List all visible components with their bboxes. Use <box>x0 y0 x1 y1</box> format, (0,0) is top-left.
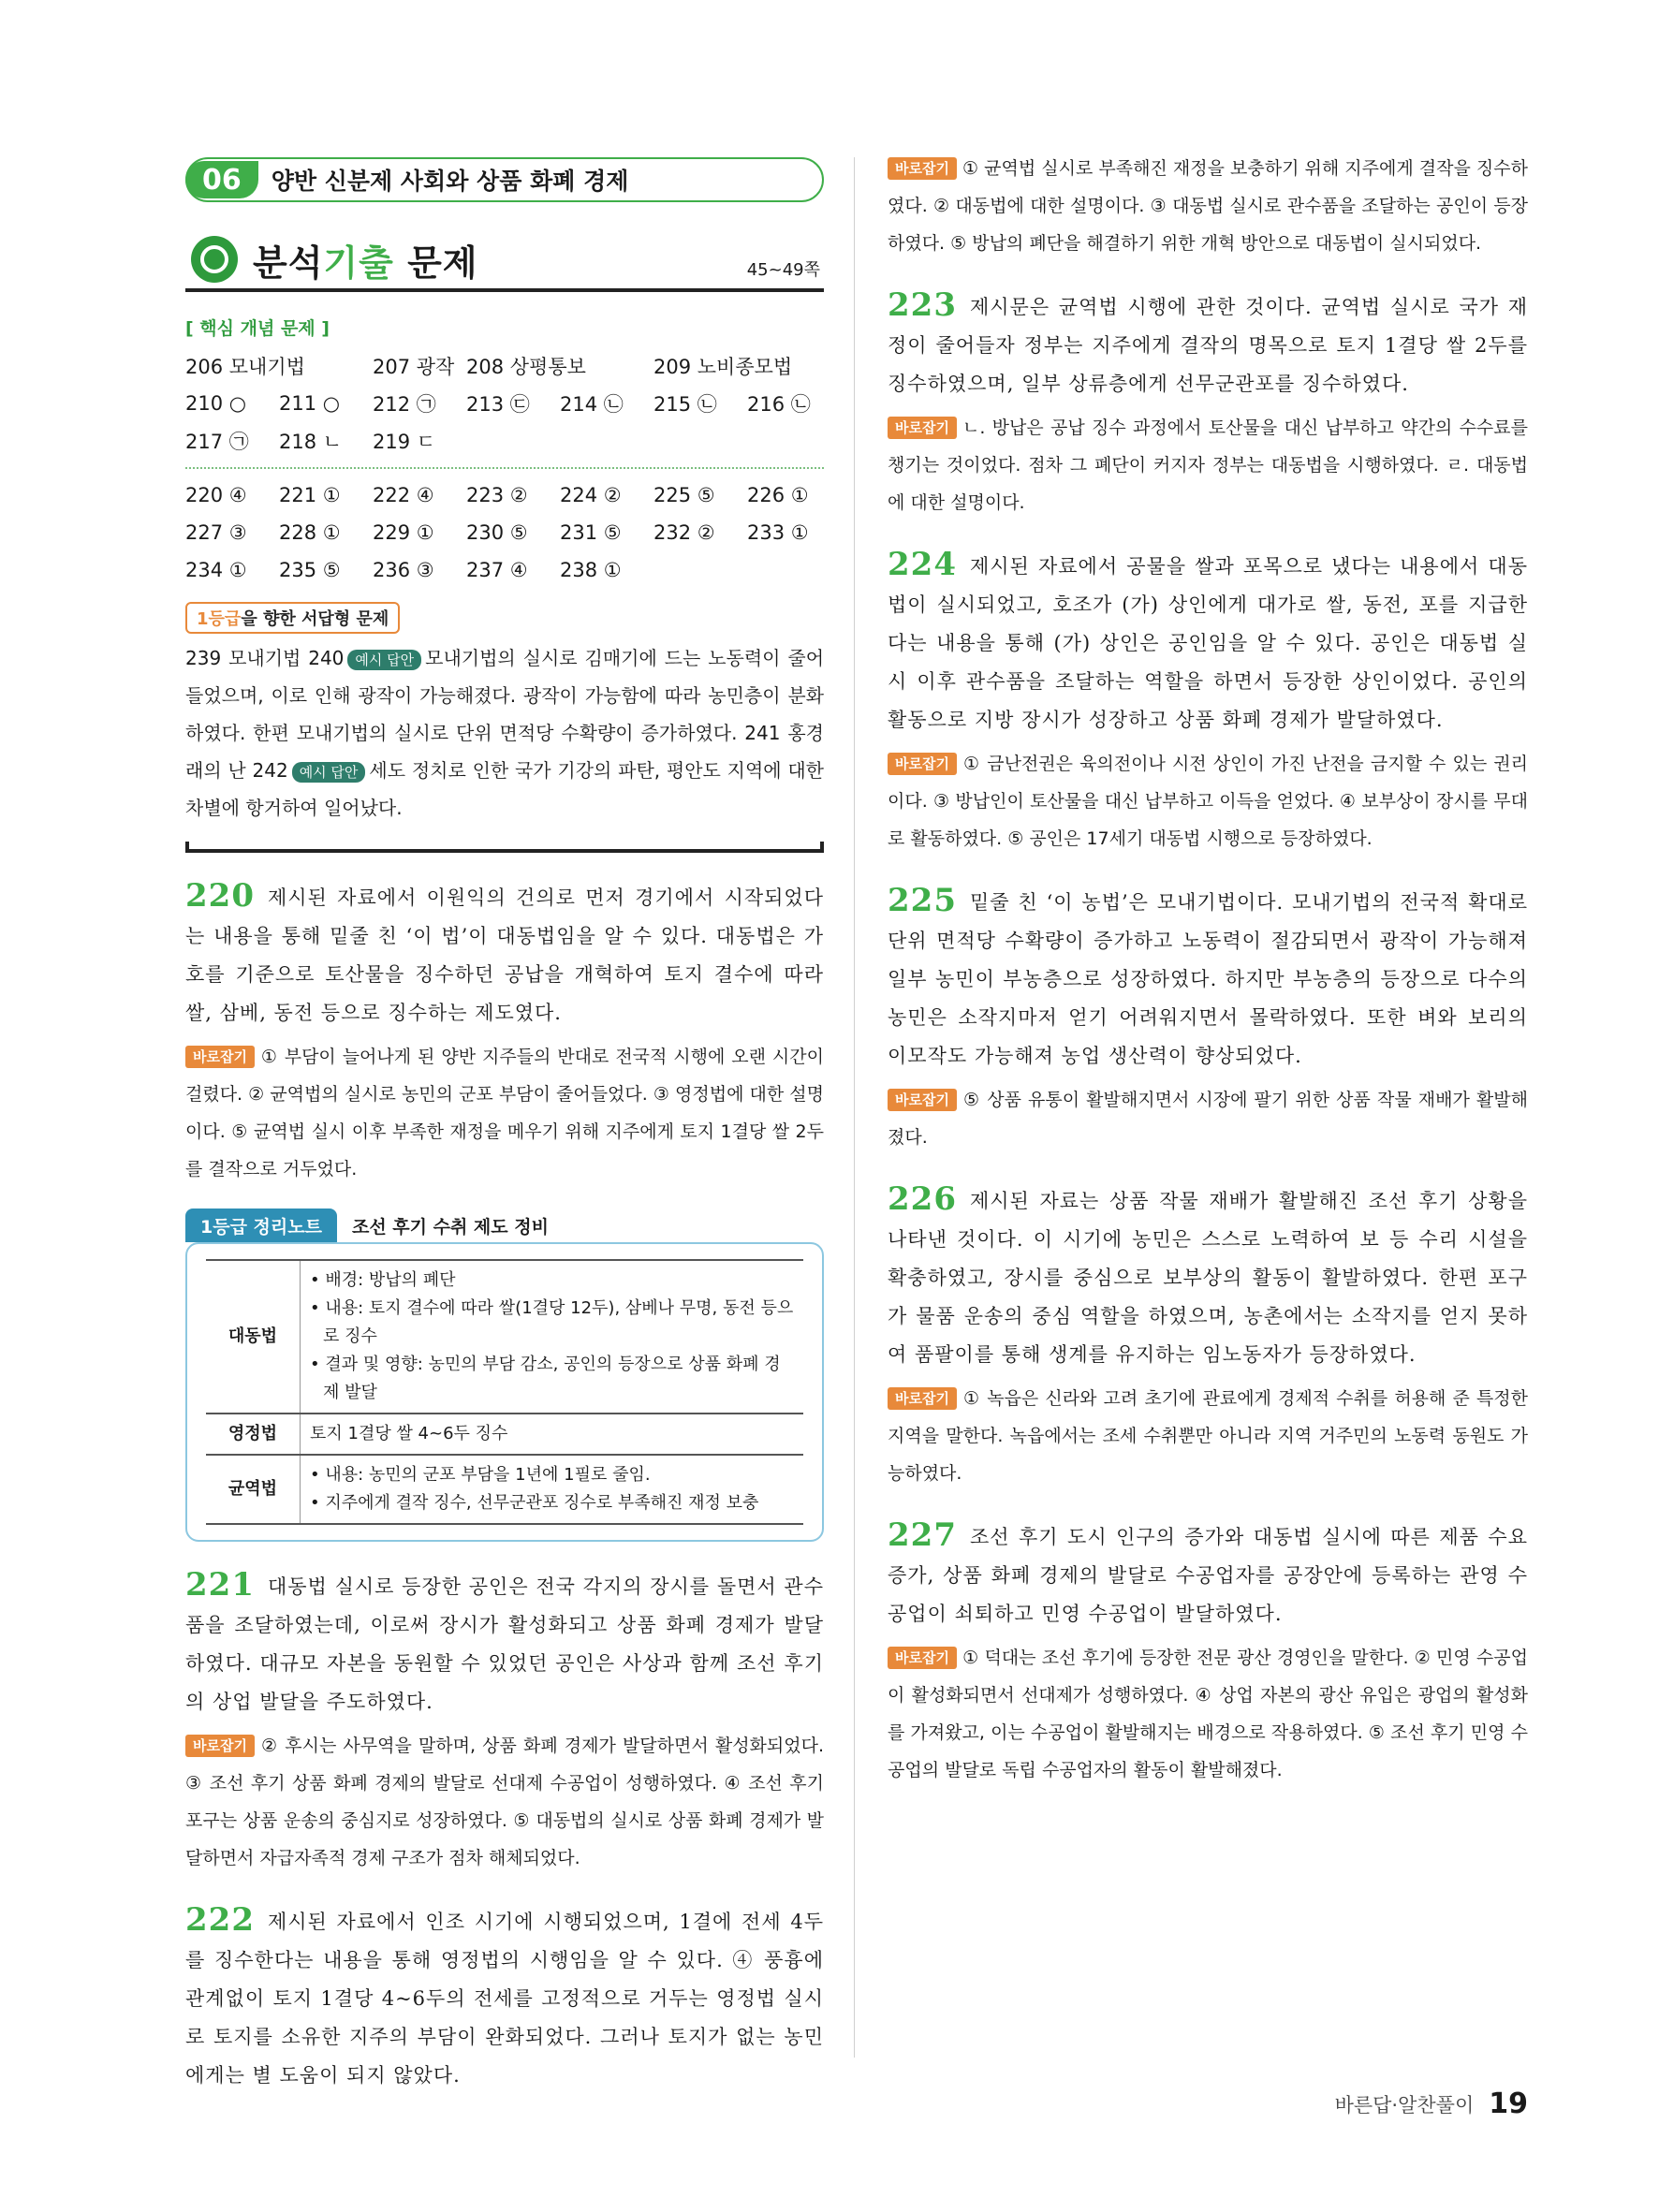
answer-item: 219 ㄷ <box>373 431 436 453</box>
question-explanation: 제시된 자료에서 이원익의 건의로 먼저 경기에서 시작되었다는 내용을 통해 밑줄 친 ‘이 법’이 대동법임을 알 수 있다. 대동법은 가호를 기준으로 토산물을 징수하던 공납을 개혁하여 토지 결수에 따라 쌀, 삼베, 동전 등으로 징수하는 제도였다. <box>185 886 824 1024</box>
answer-item: 216 ㉡ <box>747 393 811 416</box>
correction-text: ② 후시는 사무역을 말하며, 상품 화폐 경제가 발달하면서 활성화되었다. ③ 조선 후기 상품 화폐 경제의 발달로 선대제 수공업이 성행하였다. ④ 조선 후기 포구는 상품 운송의 중심지로 성장하였다. ⑤ 대동법의 실시로 상품 화폐 경제가 발달하면서 자급자족적 경제 구조가 점차 해체되었다. <box>185 1736 824 1868</box>
correction-tag: 바로잡기 <box>185 1735 255 1757</box>
question-number: 220 <box>185 877 255 915</box>
answer-item: 230 ⑤ <box>466 521 528 544</box>
question-221 <box>185 1566 824 1877</box>
core-label: [ 핵심 개념 문제 ] <box>185 318 330 339</box>
page-footer <box>1335 2087 1528 2120</box>
answer-grid <box>185 347 824 589</box>
question-explanation: 조선 후기 도시 인구의 증가와 대동법 실시에 따른 제품 수요 증가, 상품 화폐 경제의 발달로 수공업자를 공장안에 등록하는 관영 수공업이 쇠퇴하고 민영 수공업이 발달하였다. <box>888 1526 1528 1625</box>
section-header <box>185 157 824 202</box>
table-row <box>206 1414 803 1455</box>
question-explanation: 제시된 자료에서 공물을 쌀과 포목으로 냈다는 내용에서 대동법이 실시되었고, 호조가 (가) 상인에게 대가로 쌀, 동전, 포를 지급한다는 내용을 통해 (가) 상인은 공인임을 알 수 있다. 공인은 대동법 실시 이후 관수품을 조달하는 역할을 하면서 등장한 상인이었다. 공인의 활동으로 지방 장시가 성장하고 상품 화폐 경제가 발달하였다. <box>888 555 1528 731</box>
summary-note <box>185 1209 824 1542</box>
left-column <box>185 157 824 2095</box>
question-explanation: 제시된 자료에서 인조 시기에 시행되었으며, 1결에 전세 4두를 징수한다는 내용을 통해 영정법의 시행임을 알 수 있다. ④ 풍흉에 관계없이 토지 1결당 4~6두의 전세를 고정적으로 거두는 영정법 실시로 토지를 소유한 지주의 부담이 완화되었다. 그러나 토지가 없는 농민에게는 별 도움이 되지 않았다. <box>185 1911 824 2087</box>
correction-text: ① 녹읍은 신라와 고려 초기에 관료에게 경제적 수취를 허용해 준 특정한 지역을 말한다. 녹읍에서는 조세 수취뿐만 아니라 지역 거주민의 노동력 동원도 가능하였다. <box>888 1388 1528 1484</box>
answer-item: 212 ㉠ <box>373 393 436 416</box>
answer-item: 235 ⑤ <box>279 559 341 581</box>
note-title: 조선 후기 수취 제도 정비 <box>351 1216 549 1238</box>
question-number: 222 <box>185 1901 255 1939</box>
answer-item: 229 ① <box>373 521 434 544</box>
answer-item: 222 ④ <box>373 484 434 506</box>
table-cell-item: 토지 1결당 쌀 4~6두 징수 <box>310 1424 508 1443</box>
table-row <box>206 1455 803 1524</box>
answer-item: 217 ㉠ <box>185 431 249 453</box>
answer-row <box>185 551 824 589</box>
answer-item: 227 ③ <box>185 521 247 544</box>
answer-row <box>185 422 824 460</box>
question-number: 224 <box>888 546 957 583</box>
question-explanation: 제시문은 균역법 시행에 관한 것이다. 균역법 실시로 국가 재정이 줄어들자 정부는 지주에게 결작의 명목으로 토지 1결당 쌀 2두를 징수하였으며, 일부 상류층에게 선무군관포를 징수하였다. <box>888 296 1528 395</box>
footer-label: 바른답·알찬풀이 <box>1334 2093 1475 2117</box>
answer-item: 225 ⑤ <box>653 484 715 506</box>
tax-system-table <box>206 1259 803 1525</box>
correction-text: ① 금난전권은 육의전이나 시전 상인이 가진 난전을 금지할 수 있는 권리이다. ③ 방납인이 토산물을 대신 납부하고 이득을 얻었다. ④ 보부상이 장시를 무대로 활동하였다. ⑤ 공인은 17세기 대동법 시행으로 등장하였다. <box>888 754 1528 849</box>
question-number: 221 <box>185 1566 255 1604</box>
section-rule <box>185 842 824 853</box>
question-224 <box>888 546 1528 857</box>
answer-item: 215 ㉡ <box>653 393 717 416</box>
table-cell-item: • 지주에게 결작 징수, 선무군관포 징수로 부족해진 재정 보충 <box>310 1493 759 1513</box>
correction-tag: 바로잡기 <box>888 157 957 180</box>
right-column <box>888 150 1528 1789</box>
answer-item: 221 ① <box>279 484 341 506</box>
correction-tag: 바로잡기 <box>888 753 957 775</box>
essay-tag: 1등급을 향한 서답형 문제 <box>185 602 400 634</box>
answer-item: 233 ① <box>747 521 809 544</box>
correction-text: ① 부담이 늘어나게 된 양반 지주들의 반대로 전국적 시행에 오랜 시간이 걸렸다. ② 균역법의 실시로 농민의 군포 부담이 줄어들었다. ③ 영정법에 대한 설명이다. ⑤ 균역법 실시 이후 부족한 재정을 메우기 위해 지주에게 토지 1결당 쌀 2두를 결작으로 거두었다. <box>185 1047 824 1179</box>
table-row-head: 대동법 <box>206 1260 301 1414</box>
answer-item: 231 ⑤ <box>560 521 622 544</box>
analysis-header <box>185 230 824 292</box>
dotted-divider <box>185 467 824 469</box>
question-222 <box>185 1901 824 2095</box>
table-cell-item: • 결과 및 영향: 농민의 부담 감소, 공인의 등장으로 상품 화폐 경제 발달 <box>310 1355 781 1402</box>
answer-item: 207 광작 <box>373 356 455 378</box>
answer-item: 234 ① <box>185 559 247 581</box>
column-divider <box>854 157 855 2058</box>
example-answer-badge: 예시 답안 <box>347 650 421 670</box>
correction-tag: 바로잡기 <box>888 417 957 439</box>
table-cell-item: • 내용: 농민의 군포 부담을 1년에 1필로 줄임. <box>310 1465 651 1485</box>
answer-row <box>185 347 824 385</box>
table-cell-item: • 내용: 토지 결수에 따라 쌀(1결당 12두), 삼베나 무명, 동전 등으로 징수 <box>310 1298 794 1346</box>
answer-row <box>185 514 824 551</box>
table-row <box>206 1260 803 1414</box>
answer-row <box>185 476 824 514</box>
table-row-head: 영정법 <box>206 1414 301 1455</box>
answer-item: 213 ㉢ <box>466 393 530 416</box>
correction-tag: 바로잡기 <box>888 1089 957 1111</box>
answer-item: 209 노비종모법 <box>653 356 793 378</box>
correction-tag: 바로잡기 <box>888 1647 957 1669</box>
correction-tag: 바로잡기 <box>888 1387 957 1410</box>
answer-item: 232 ② <box>653 521 715 544</box>
answer-item: 223 ② <box>466 484 528 506</box>
question-explanation: 제시된 자료는 상품 작물 재배가 활발해진 조선 후기 상황을 나타낸 것이다. 이 시기에 농민은 스스로 노력하여 보 등 수리 시설을 확충하였고, 장시를 중심으로 보부상의 활동이 활발하였다. 한편 포구가 물품 운송의 중심 역할을 하였으며, 농촌에서는 소작지를 얻지 못하여 품팔이를 통해 생계를 유지하는 임노동자가 등장하였다. <box>888 1190 1528 1366</box>
section-number: 06 <box>185 161 258 198</box>
question-explanation: 밑줄 친 ‘이 농법’은 모내기법이다. 모내기법의 전국적 확대로 단위 면적당 수확량이 증가하고 노동력이 절감되면서 광작이 가능해져 일부 농민이 부농층으로 성장하였다. 하지만 부농층의 등장으로 다수의 농민은 소작지마저 얻기 어려워지면서 몰락하였다. 또한 벼와 보리의 이모작도 가능해져 농업 생산력이 향상되었다. <box>888 891 1528 1067</box>
question-number: 227 <box>888 1516 957 1554</box>
question-222-correction <box>888 150 1528 262</box>
example-answer-badge: 예시 답안 <box>292 762 366 783</box>
answer-item: 224 ② <box>560 484 622 506</box>
note-tab: 1등급 정리노트 <box>185 1209 337 1242</box>
target-icon <box>191 236 238 283</box>
answer-item: 214 ㉡ <box>560 393 624 416</box>
page-number: 19 <box>1489 2087 1528 2120</box>
question-explanation: 대동법 실시로 등장한 공인은 전국 각지의 장시를 돌면서 관수품을 조달하였는데, 이로써 장시가 활성화되고 상품 화폐 경제가 발달하였다. 대규모 자본을 동원할 수 있었던 공인은 사상과 함께 조선 후기의 상업 발달을 주도하였다. <box>185 1575 824 1713</box>
question-223 <box>888 286 1528 521</box>
answer-row <box>185 385 824 422</box>
question-number: 226 <box>888 1180 957 1218</box>
answer-item: 226 ① <box>747 484 809 506</box>
question-number: 223 <box>888 286 957 324</box>
answer-item: 236 ③ <box>373 559 434 581</box>
correction-text: ⑤ 상품 유통이 활발해지면서 시장에 팔기 위한 상품 작물 재배가 활발해졌다. <box>888 1090 1528 1148</box>
answer-item: 220 ④ <box>185 484 247 506</box>
correction-tag: 바로잡기 <box>185 1046 255 1068</box>
answer-item: 211 ○ <box>279 392 341 415</box>
correction-text: ① 덕대는 조선 후기에 등장한 전문 광산 경영인을 말한다. ② 민영 수공업이 활성화되면서 선대제가 성행하였다. ④ 상업 자본의 광산 유입은 광업의 활성화를 가져왔고, 이는 수공업이 활발해지는 배경으로 작용하였다. ⑤ 조선 후기 민영 수공업의 발달로 독립 수공업자의 활동이 활발해졌다. <box>888 1648 1528 1780</box>
page-range: 45~49쪽 <box>746 260 820 280</box>
answer-item: 228 ① <box>279 521 341 544</box>
essay-answers: 239 모내기법 240 예시 답안 모내기법의 실시로 김매기에 드는 노동력이 줄어들었으며, 이로 인해 광작이 가능해졌다. 광작이 가능함에 따라 농민층이 분화하였다. 한편 모내기법의 실시로 단위 면적당 수확량이 증가하였다. 241 홍경래의 난 242 예시 답안 세도 정치로 인한 국가 기강의 파탄, 평안도 지역에 대한 차별에 항거하여 일어났다. <box>185 647 825 819</box>
question-220 <box>185 877 824 1188</box>
question-number: 225 <box>888 882 957 919</box>
table-cell-item: • 배경: 방납의 폐단 <box>310 1270 456 1290</box>
answer-item: 208 상평통보 <box>466 356 586 378</box>
section-title: 양반 신분제 사회와 상품 화폐 경제 <box>271 168 629 195</box>
answer-item: 238 ① <box>560 559 622 581</box>
answer-item: 206 모내기법 <box>185 356 305 378</box>
answer-item: 218 ㄴ <box>279 431 343 453</box>
question-227 <box>888 1516 1528 1789</box>
correction-text: ㄴ. 방납은 공납 징수 과정에서 토산물을 대신 납부하고 약간의 수수료를 챙기는 것이었다. 점차 그 폐단이 커지자 정부는 대동법을 시행하였다. ㄹ. 대동법에 대한 설명이다. <box>888 417 1528 513</box>
correction-text: ① 균역법 실시로 부족해진 재정을 보충하기 위해 지주에게 결작을 징수하였다. ② 대동법에 대한 설명이다. ③ 대동법 실시로 관수품을 조달하는 공인이 등장하였다. ⑤ 방납의 폐단을 해결하기 위한 개혁 방안으로 대동법이 실시되었다. <box>888 158 1528 254</box>
question-226 <box>888 1180 1528 1492</box>
answer-item: 210 ○ <box>185 392 247 415</box>
question-225 <box>888 882 1528 1156</box>
table-row-head: 균역법 <box>206 1455 301 1524</box>
answer-item: 237 ④ <box>466 559 528 581</box>
analysis-title: 분석기출 문제 <box>253 242 478 284</box>
